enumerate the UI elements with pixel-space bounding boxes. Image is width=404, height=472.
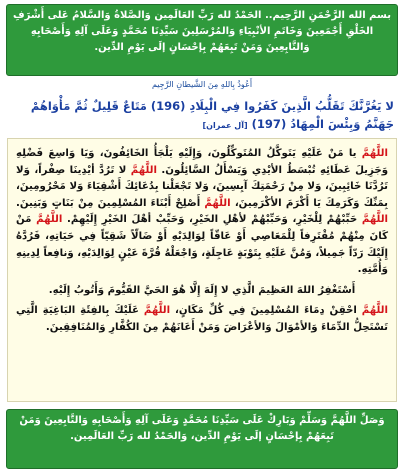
allahumma-word: اللَّهُمَّ: [361, 148, 388, 159]
dua-text: حَبِّبْهُمْ لِلْخَيْرِ،: [292, 214, 358, 226]
allahumma-word: اللَّهُمَّ: [36, 214, 63, 226]
allahumma-word: اللَّهُمَّ: [361, 214, 389, 226]
quran-verse: [10, 97, 394, 135]
dua-paragraph-1: [16, 146, 388, 279]
opening-text: بسم الله الرَّحْمَنِ الرَّحِيم.. الحَمْدُ لله رَبِّ العَالَمِين وَالصَّلاةُ وَالسَّلامُ عَلى أَشْرَفِ الخَلْقِ أَجْمَعِينَ وَخَاتَمِ الأنْبِيَاءِ وَالمُرْسَلِينَ سَيِّدِنَا مُحَمَّدٍ وَعَلَى آلِهِ وَأَصْحَابِهِ وَالتَّابِعِينَ وَمَنْ تَبِعَهُمْ بِإحْسَانٍ إلَى يَوْمِ الدِّين.: [13, 10, 391, 53]
dua-paragraph-3: [16, 303, 388, 336]
dua-text: أَصْلِحْ أَبْنَاءَ المُسْلِمِينَ مِنْ بَنَاتٍ وَبَنِينَ.: [16, 197, 201, 209]
dua-text: احْقِنْ دِمَاءَ المُسْلِمِينَ فِي كُلِّ مَكَانٍ،: [175, 305, 357, 317]
allahumma-word: اللَّهُمَّ: [143, 305, 171, 317]
dua-text: عَلَيْكَ بِالفِئَةِ البَاغِيَةِ الَّتِي تَسْتَحِلُّ الدِّمَاءَ وَالأمْوَالَ وَالأعْرَاضَ وَمَنْ أَعَانَهُمْ مِنَ الكُفَّارِ وَالمُنَافِقِينَ.: [16, 305, 388, 333]
dua-paragraph-2: [16, 283, 388, 300]
dua-text: وَحَبِّبْهُمْ لأهْلِ الخَيْرِ، وَحَبِّبْ أهْلَ الخَيْرِ إِلَيْهِمْ.: [67, 214, 288, 226]
istighfar-text: أَسْتَغْفِرُ اللهَ العَظِيمَ الَّذِي لا إِلَهَ إِلَّا هُوَ الحَيَّ القَيُّومَ وَأَتُوبُ إِلَيْهِ.: [48, 284, 356, 296]
istiadha-line: أَعُوذُ بِاللهِ مِنَ الشَّيطانِ الرَّجِيم: [151, 80, 253, 89]
closing-text: وَصَلِّ اللَّهُمَّ وَسَلِّمْ وَبَارِكْ عَلَى سَيِّدِنَا مُحَمَّدٍ وَعَلَى آلِهِ وَأَصْحَابِهِ وَالتَّابِعِينَ وَمَنْ تَبِعَهُمْ بِإحْسَانٍ إلَى يَوْمِ الدِّين، وَالحَمْدُ لله رَبِّ العَالَمِين.: [19, 415, 385, 442]
surah-reference: [آل عمران]: [202, 121, 248, 130]
allahumma-word: اللَّهُمَّ: [204, 197, 231, 209]
dua-text: مَنْ كَانَ مِنْهُمْ مُقْتَرِفاً لِلْمَعَاصِي أَوْ عَاقّاً لِوَالِدَيْهِ أَوْ ضَالّاً شَقِيّاً فِي حَيَاتِهِ، فَرُدَّهُ إِلَيْكَ رَدّاً جَمِيلاً، وَمُنَّ عَلَيْهِ بِتَوْبَةٍ عَاجِلَةٍ، وَاجْعَلْهُ قُرَّةَ عَيْنٍ لِوَالِدَيْهِ، وَنافِعاً لِدِينِهِ وَأُمَّتِهِ.: [16, 214, 388, 276]
quran-section: [10, 80, 394, 135]
dua-box: [7, 138, 397, 402]
dua-text: لا تَرُدَّ أيْدِينَا صِفْراً، وَلا تَرُدَّنَا خَائِبِينَ، وَلا مِنْ رَحْمَتِكَ آيِسِينَ، وَلا تَجْعَلْنا بِدُعَائِكَ أَشْقِيَاءَ وَلا مَحْرُومِينَ، بِمَنِّكَ وَكَرَمِكَ يَا أَكْرَمَ الأكْرَمِينَ،: [16, 164, 389, 209]
allahumma-word: اللَّهُمَّ: [361, 305, 388, 317]
allahumma-word: اللَّهُمَّ: [130, 164, 157, 176]
verse-text: لا يَغُرَّنَّكَ تَقَلُّبُ الَّذِينَ كَفَرُوا فِي الْبِلَادِ (196) مَتَاعٌ قَلِيلٌ ثُمَّ مَأْوَاهُمْ جَهَنَّمُ وَبِئْسَ الْمِهَادُ (197): [30, 99, 394, 131]
closing-banner: [6, 409, 398, 469]
dua-text: يا مَنْ عَلَيْهِ يَتَوكَّلُ المُتَوكِّلُونَ، وَإِلَيْهِ يَلْجَأُ الخَائِفُونَ، وَيَا وَاسِعَ فَضْلِهِ وَجَزِيلَ عَطَائِهِ تُبْسَطُ الأيْدِي وَيَسْأَلُ السَّائِلُونَ.: [16, 148, 389, 176]
opening-banner: [6, 4, 398, 76]
